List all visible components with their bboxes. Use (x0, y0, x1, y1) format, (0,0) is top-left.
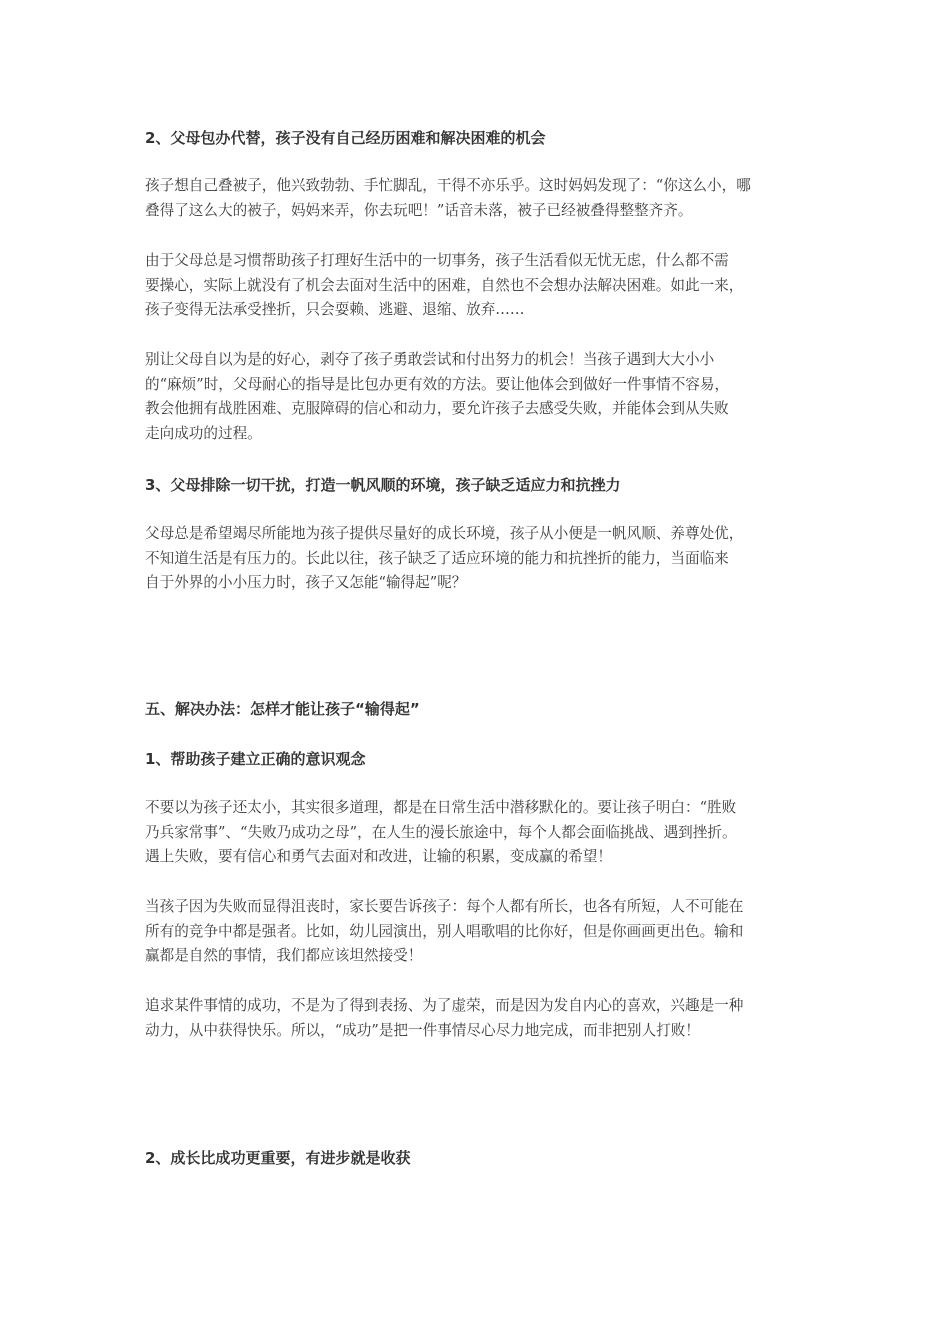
paragraph-parents-habit (145, 249, 820, 323)
paragraph-line: 遇上失败，要有信心和勇气去面对和改进，让输的积累，变成赢的希望！ (145, 848, 613, 865)
paragraph-correct-concepts (145, 796, 820, 870)
section-heading-solutions: 五、解决办法：怎样才能让孩子“输得起” (145, 700, 420, 718)
section-heading-2: 2、父母包办代替，孩子没有自己经历困难和解决困难的机会 (145, 129, 546, 147)
paragraph-line: 叠得了这么大的被子，妈妈来弄，你去玩吧！”话音未落，被子已经被叠得整整齐齐。 (145, 201, 693, 219)
paragraph-line: 要操心，实际上就没有了机会去面对生活中的困难，自然也不会想办法解决困难。如此一来， (145, 276, 744, 294)
paragraph-frustration (145, 895, 820, 969)
paragraph-line: 走向成功的过程。 (145, 424, 262, 442)
paragraph-line: 动力，从中获得快乐。所以，“成功”是把一件事情尽心尽力地完成，而非把别人打败！ (145, 1021, 700, 1039)
paragraph-line: 追求某件事情的成功，不是为了得到表扬、为了虚荣，而是因为发自内心的喜欢，兴趣是一种 (145, 997, 744, 1014)
paragraph-fold-quilt (145, 174, 820, 223)
paragraph-smooth-environment (145, 522, 820, 596)
paragraph-line: 不要以为孩子还太小，其实很多道理，都是在日常生活中潜移默化的。要让孩子明白：“胜败 (145, 799, 737, 816)
paragraph-good-intentions (145, 348, 820, 446)
paragraph-line: 别让父母自以为是的好心，剥夺了孩子勇敢尝试和付出努力的机会！当孩子遇到大大小小 (145, 351, 715, 368)
section-heading-5-1: 1、帮助孩子建立正确的意识观念 (145, 750, 366, 768)
paragraph-line: 教会他拥有战胜困难、克服障碍的信心和动力，要允许孩子去感受失败，并能体会到从失败 (145, 400, 729, 417)
paragraph-line: 当孩子因为失败而显得沮丧时，家长要告诉孩子：每个人都有所长，也各有所短，人不可能在 (145, 898, 744, 915)
paragraph-line: 孩子想自己叠被子，他兴致勃勃、手忙脚乱，干得不亦乐乎。这时妈妈发现了：“你这么小，哪 (145, 177, 751, 194)
paragraph-line: 由于父母总是习惯帮助孩子打理好生活中的一切事务，孩子生活看似无忧无虑，什么都不需 (145, 252, 729, 269)
paragraph-pursuit-of-success (145, 994, 820, 1043)
paragraph-line: 赢都是自然的事情，我们都应该坦然接受！ (145, 947, 423, 964)
paragraph-line: 孩子变得无法承受挫折，只会耍赖、逃避、退缩、放弃…… (145, 301, 525, 318)
section-heading-3: 3、父母排除一切干扰，打造一帆风顺的环境，孩子缺乏适应力和抗挫力 (145, 476, 621, 494)
paragraph-line: 父母总是希望竭尽所能地为孩子提供尽量好的成长环境，孩子从小便是一帆风顺、养尊处优， (145, 525, 744, 542)
section-heading-5-2: 2、成长比成功更重要，有进步就是收获 (145, 1149, 411, 1167)
paragraph-line: 所有的竞争中都是强者。比如，幼儿园演出，别人唱歌唱的比你好，但是你画画更出色。输和 (145, 922, 744, 940)
paragraph-line: 乃兵家常事”、“失败乃成功之母”，在人生的漫长旅途中，每个人都会面临挑战、遇到挫折。 (145, 823, 737, 841)
paragraph-line: 不知道生活是有压力的。长此以往，孩子缺乏了适应环境的能力和抗挫折的能力，当面临来 (145, 549, 729, 567)
paragraph-line: 自于外界的小小压力时，孩子又怎能“输得起”呢？ (145, 574, 467, 591)
paragraph-line: 的“麻烦”时，父母耐心的指导是比包办更有效的方法。要让他体会到做好一件事情不容易， (145, 375, 730, 393)
